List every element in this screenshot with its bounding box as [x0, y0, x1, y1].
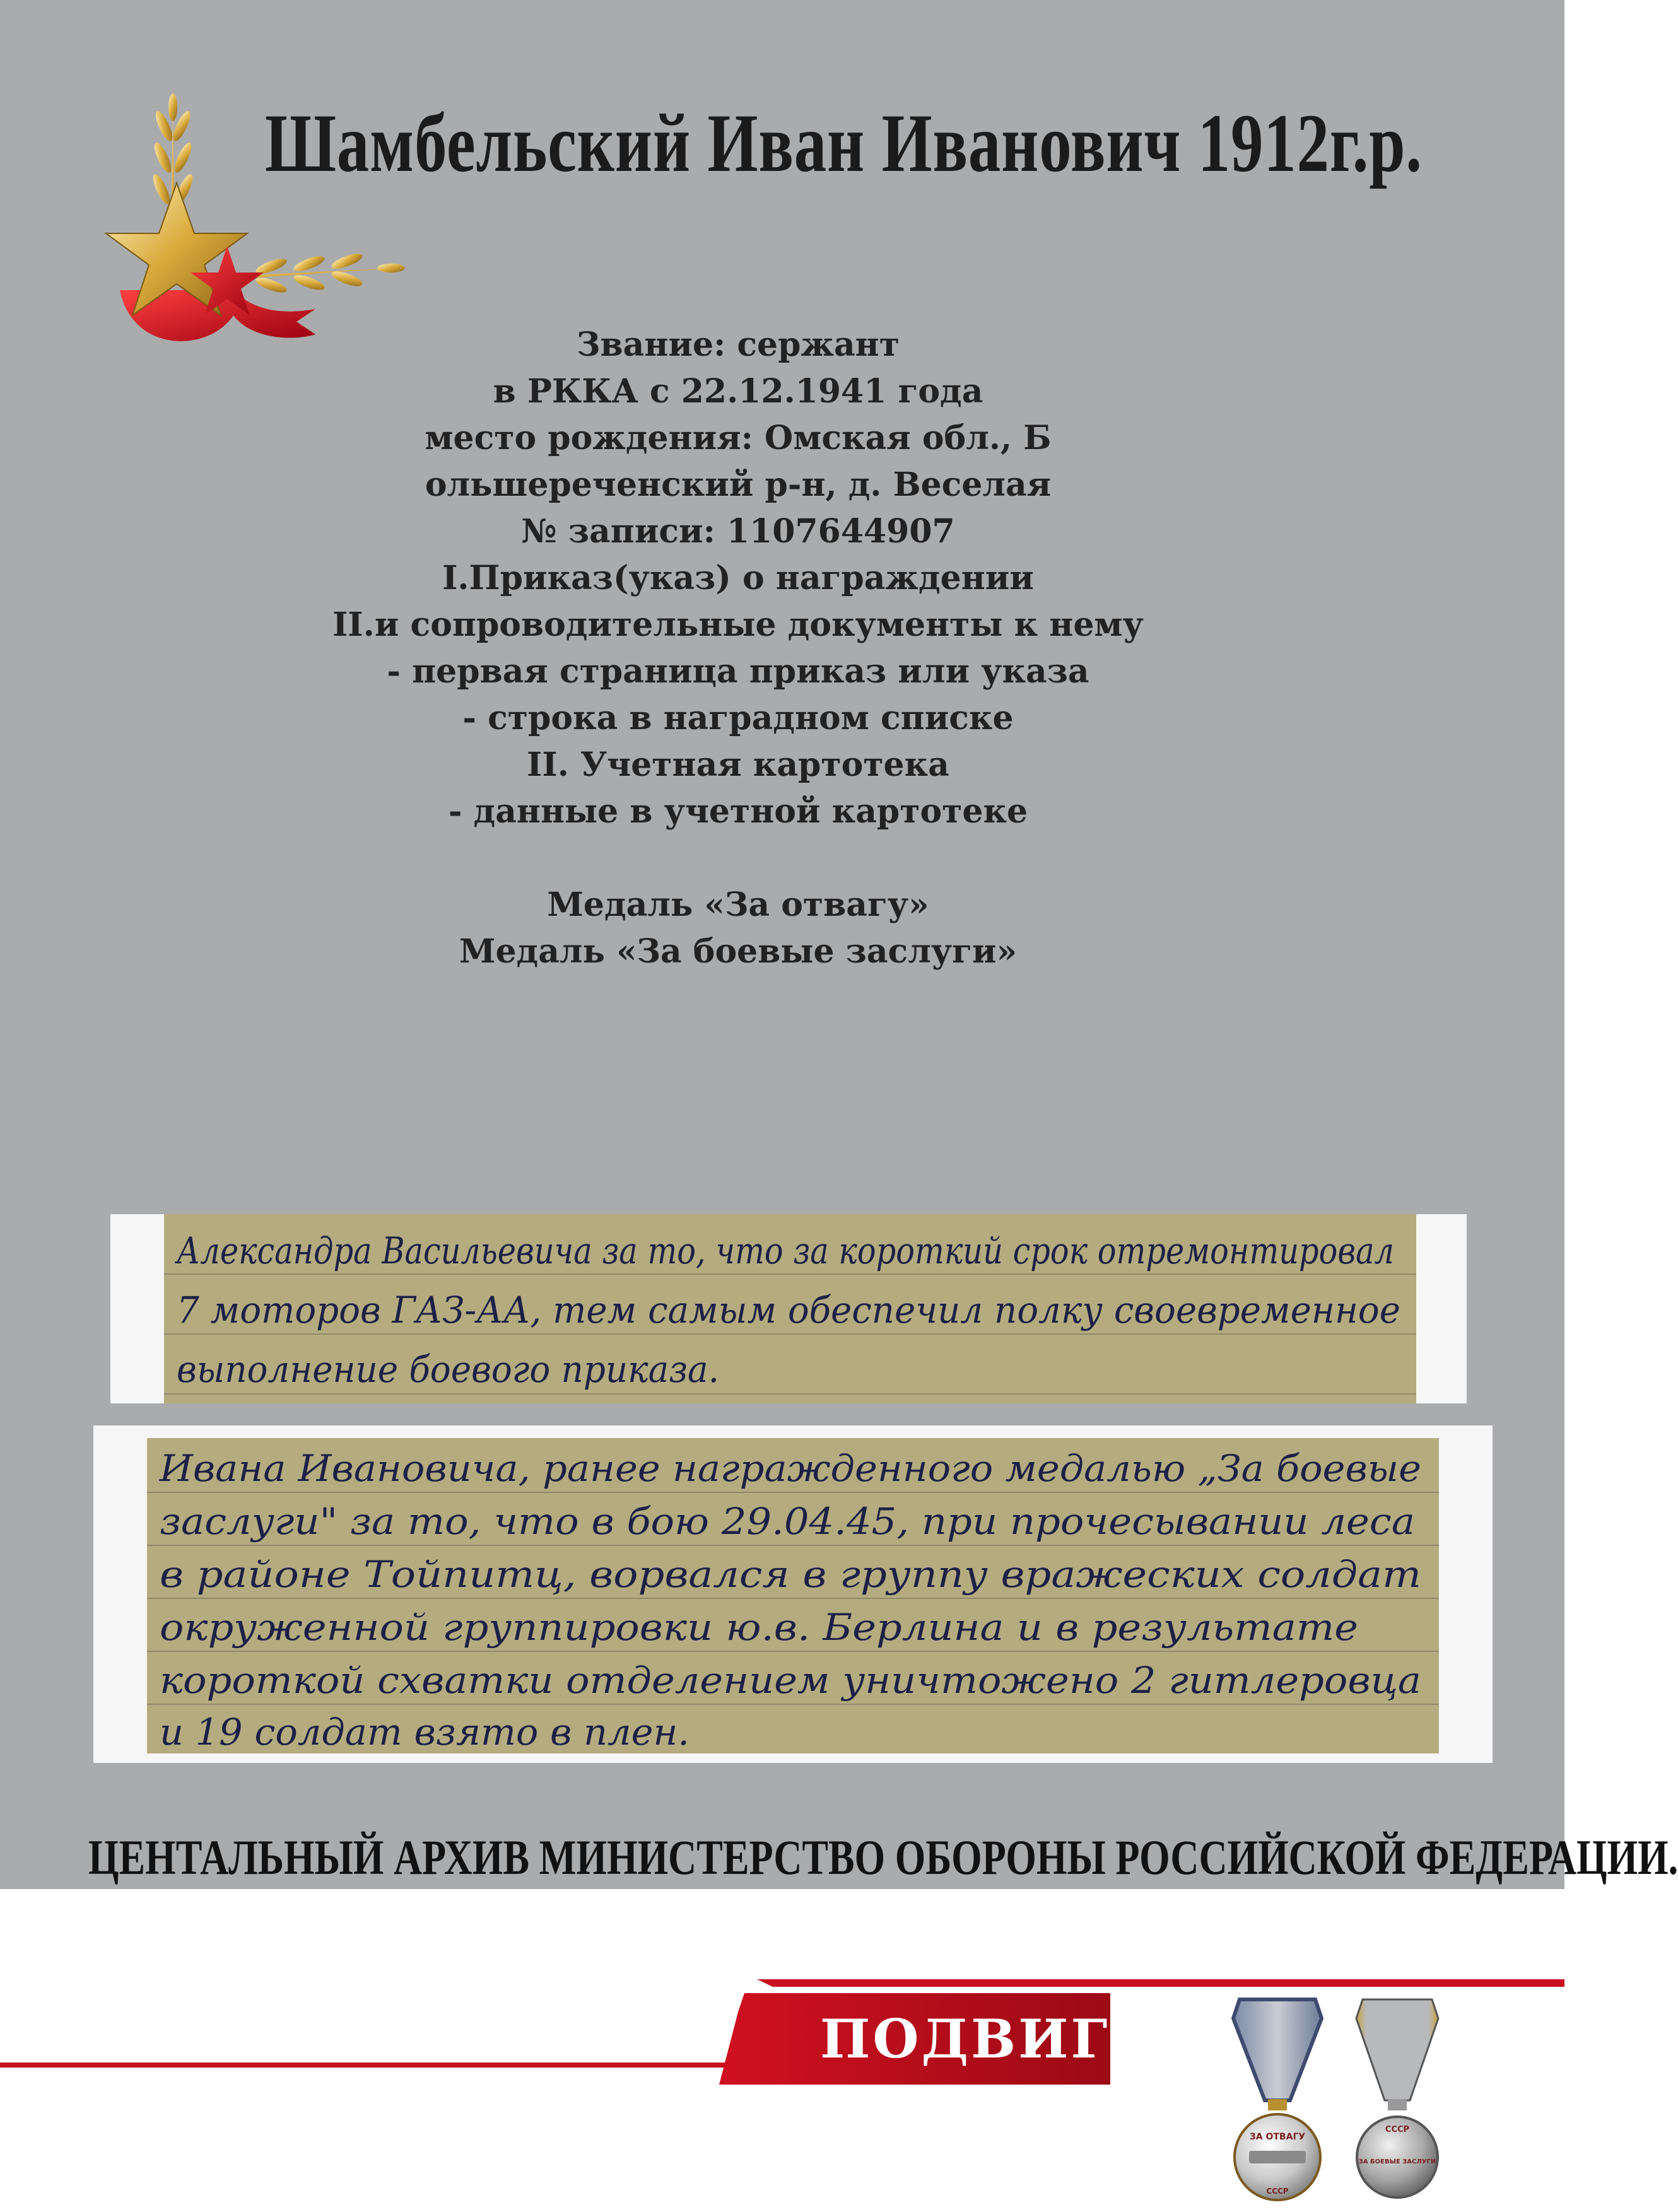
award-bravery: Медаль «За отвагу»: [547, 886, 929, 924]
award-combat-merit: Медаль «За боевые заслуги»: [459, 932, 1018, 971]
medal2-text: ЗА БОЕВЫЕ ЗАСЛУГИ: [1358, 2158, 1436, 2165]
doc2-line-1: Ивана Ивановича, ранее награжденного медалью „За боевые: [158, 1447, 1421, 1490]
doc2-line-3: в районе Тойпитц, ворвался в группу вражеских солдат: [160, 1553, 1421, 1596]
info-line-order: I.Приказ(указ) о награждении: [442, 559, 1034, 597]
info-line-record-number: № записи: 1107644907: [521, 512, 955, 551]
info-line-documents: II.и сопроводительные документы к нему: [332, 606, 1144, 644]
doc2-line-4: окруженной группировки ю.в. Берлина и в результате: [160, 1606, 1358, 1649]
info-line-birthplace-1: место рождения: Омская обл., Б: [425, 419, 1052, 457]
info-gap: [214, 835, 1262, 882]
info-line-award-list: - строка в наградном списке: [462, 699, 1014, 737]
info-line-card-index: II. Учетная картотека: [527, 746, 949, 784]
info-line-rank: Звание: сержант: [577, 325, 900, 364]
medal1-text: ЗА ОТВАГУ: [1249, 2132, 1306, 2142]
page-title: Шамбельский Иван Иванович 1912г.р.: [265, 97, 1423, 189]
banner-title: ПОДВИГ: [820, 2008, 1110, 2070]
medal1-bottom: СССР: [1266, 2187, 1289, 2196]
service-info: [214, 322, 1262, 975]
document-scan-frame-1: [110, 1214, 1467, 1403]
doc2-line-5: короткой схватки отделением уничтожено 2 гитлеровца: [160, 1659, 1421, 1702]
info-line-card-data: - данные в учетной картотеке: [448, 792, 1028, 831]
doc1-line-3: выполнение боевого приказа.: [177, 1348, 719, 1391]
document-scan-frame-2: [93, 1425, 1493, 1763]
document-scan-2: [147, 1438, 1439, 1753]
doc2-line-2: заслуги" за то, что в бою 29.04.45, при прочесывании леса: [160, 1500, 1415, 1543]
medal-bravery-icon: [1221, 1993, 1334, 2201]
archive-caption: ЦЕНТАЛЬНЫЙ АРХИВ МИНИСТЕРСТВО ОБОРОНЫ РОССИЙСКОЙ ФЕДЕРАЦИИ.: [88, 1830, 1678, 1885]
info-line-birthplace-2: ольшереченский р-н, д. Веселая: [425, 465, 1052, 504]
info-line-service-start: в РККА с 22.12.1941 года: [493, 372, 983, 411]
doc2-line-6: и 19 солдат взято в плен.: [160, 1711, 689, 1753]
medal-combat-merit-icon: [1347, 1993, 1448, 2201]
medal2-top: СССР: [1385, 2125, 1410, 2134]
doc1-line-2: 7 моторов ГАЗ-АА, тем самым обеспечил полку своевременное: [177, 1289, 1400, 1331]
info-line-first-page: - первая страница приказ или указа: [387, 652, 1089, 691]
doc1-line-1: Александра Васильевича за то, что за короткий срок отремонтировал: [174, 1229, 1394, 1272]
document-scan-1: [164, 1214, 1416, 1403]
